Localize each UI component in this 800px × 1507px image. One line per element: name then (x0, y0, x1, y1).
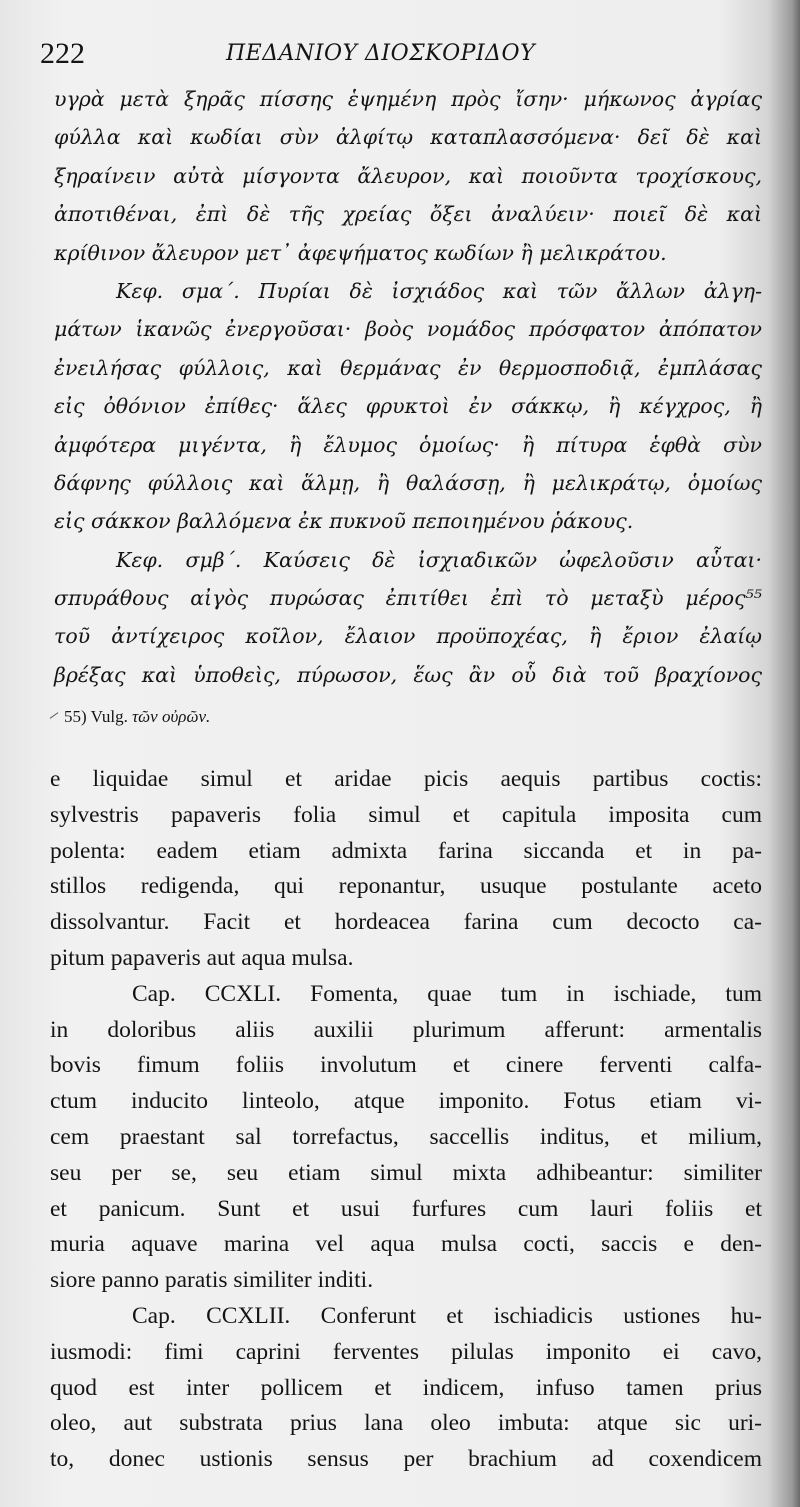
latin-line: polenta: eadem etiam admixta farina siccanda et in pa- (50, 837, 762, 864)
latin-line: seu per se, seu etiam simul mixta adhibeantur: similiter (50, 1159, 762, 1186)
latin-line: iusmodi: fimi caprini ferventes pilulas imponito ei cavo, (50, 1338, 762, 1365)
latin-line: muria aquave marina vel aqua mulsa cocti, saccis e den- (50, 1231, 762, 1258)
greek-line: ἀμφότερα μιγέντα, ἢ ἔλυμος ὁμοίως· ἢ πίτυρα ἑφθὰ σὺν (54, 432, 762, 457)
footnote-marker: 55) Vulg. (64, 707, 128, 726)
page-header (40, 34, 760, 74)
latin-line: in doloribus aliis auxilii plurimum afferunt: armentalis (50, 1016, 762, 1043)
latin-line: bovis fimum foliis involutum et cinere ferventi calfa- (50, 1052, 762, 1079)
latin-chapter-heading-line: Cap. CCXLII. Conferunt et ischiadicis ustiones hu- (132, 1302, 762, 1329)
page-number: 222 (40, 37, 85, 70)
latin-line: quod est inter pollicem et indicem, infuso tamen prius (50, 1374, 762, 1401)
greek-line: βρέξας καὶ ὑποθεὶς, πύρωσον, ἕως ἂν οὗ διὰ τοῦ βραχίονος (54, 662, 762, 687)
greek-line: ξηραίνειν αὐτὰ μίσγοντα ἄλευρον, καὶ ποιοῦντα τροχίσκους, (54, 163, 762, 188)
latin-line: siore panno paratis similiter inditi. (50, 1267, 374, 1294)
footnote (64, 703, 210, 731)
latin-line: to, donec ustionis sensus per brachium ad coxendicem (50, 1446, 762, 1473)
greek-line: ἐνειλήσας φύλλοις, καὶ θερμάνας ἐν θερμοσποδιᾷ, ἐμπλάσας (54, 355, 762, 380)
greek-line: δάφνης φύλλοις καὶ ἅλμῃ, ἢ θαλάσσῃ, ἢ μελικράτῳ, ὁμοίως (54, 470, 762, 495)
latin-line: oleo, aut substrata prius lana oleo imbuta: atque sic uri- (50, 1410, 762, 1437)
greek-line: ἀποτιθέναι, ἐπὶ δὲ τῆς χρείας ὄξει ἀναλύειν· ποιεῖ δὲ καὶ (54, 202, 762, 227)
greek-line: σπυράθους αἰγὸς πυρώσας ἐπιτίθει ἐπὶ τὸ μεταξὺ μέρος⁵⁵ (54, 586, 762, 611)
greek-line: μάτων ἱκανῶς ἐνεργοῦσαι· βοὸς νομάδος πρόσφατον ἀπόπατον (54, 317, 762, 342)
greek-line: κρίθινον ἄλευρον μετ᾽ ἀφεψήματος κωδίων ἢ μελικράτου. (54, 240, 667, 265)
latin-line: cem praestant sal torrefactus, saccellis inditus, et milium, (50, 1123, 762, 1150)
latin-line: e liquidae simul et aridae picis aequis partibus coctis: (50, 766, 762, 792)
greek-line: υγρὰ μετὰ ξηρᾶς πίσσης ἑψημένη πρὸς ἴσην· μήκωνος ἀγρίας (54, 87, 762, 111)
latin-chapter-heading-line: Cap. CCXLI. Fomenta, quae tum in ischiade, tum (132, 980, 762, 1007)
running-title: ΠΕΔΑΝΙΟΥ ΔΙΟΣΚΟΡΙΔΟΥ (226, 41, 536, 66)
latin-line: ctum inducito linteolo, atque imponito. Fotus etiam vi- (50, 1088, 762, 1115)
greek-line: εἰς ὀθόνιον ἐπίθες· ἅλες φρυκτοὶ ἐν σάκκῳ, ἢ κέγχρος, ἢ (54, 394, 762, 419)
greek-line: τοῦ ἀντίχειρος κοῖλον, ἔλαιον προϋποχέας, ἢ ἔριον ἐλαίῳ (54, 624, 762, 649)
latin-line: sylvestris papaveris folia simul et capitula imposita cum (50, 801, 762, 828)
greek-line: φύλλα καὶ κωδίαι σὺν ἀλφίτῳ καταπλασσόμενα· δεῖ δὲ καὶ (54, 125, 762, 150)
greek-chapter-heading-line: Κεφ. σμα΄. Πυρίαι δὲ ἰσχιάδος καὶ τῶν ἄλλων ἀλγη- (116, 278, 762, 303)
greek-text-block (54, 80, 762, 694)
latin-line: pitum papaveris aut aqua mulsa. (50, 944, 354, 971)
latin-text-block (50, 762, 762, 1478)
latin-line: dissolvantur. Facit et hordeacea farina cum decocto ca- (50, 909, 762, 936)
latin-line: stillos redigenda, qui reponantur, usuque postulante aceto (50, 873, 762, 900)
footnote-mark (50, 712, 59, 719)
latin-line: et panicum. Sunt et usui furfures cum lauri foliis et (50, 1195, 762, 1222)
footnote-text: τῶν οὐρῶν. (132, 707, 211, 726)
greek-chapter-heading-line: Κεφ. σμβ΄. Καύσεις δὲ ἰσχιαδικῶν ὠφελοῦσιν αὗται· (116, 547, 762, 572)
greek-line: εἰς σάκκον βαλλόμενα ἐκ πυκνοῦ πεποιημένου ῥάκους. (54, 509, 634, 534)
